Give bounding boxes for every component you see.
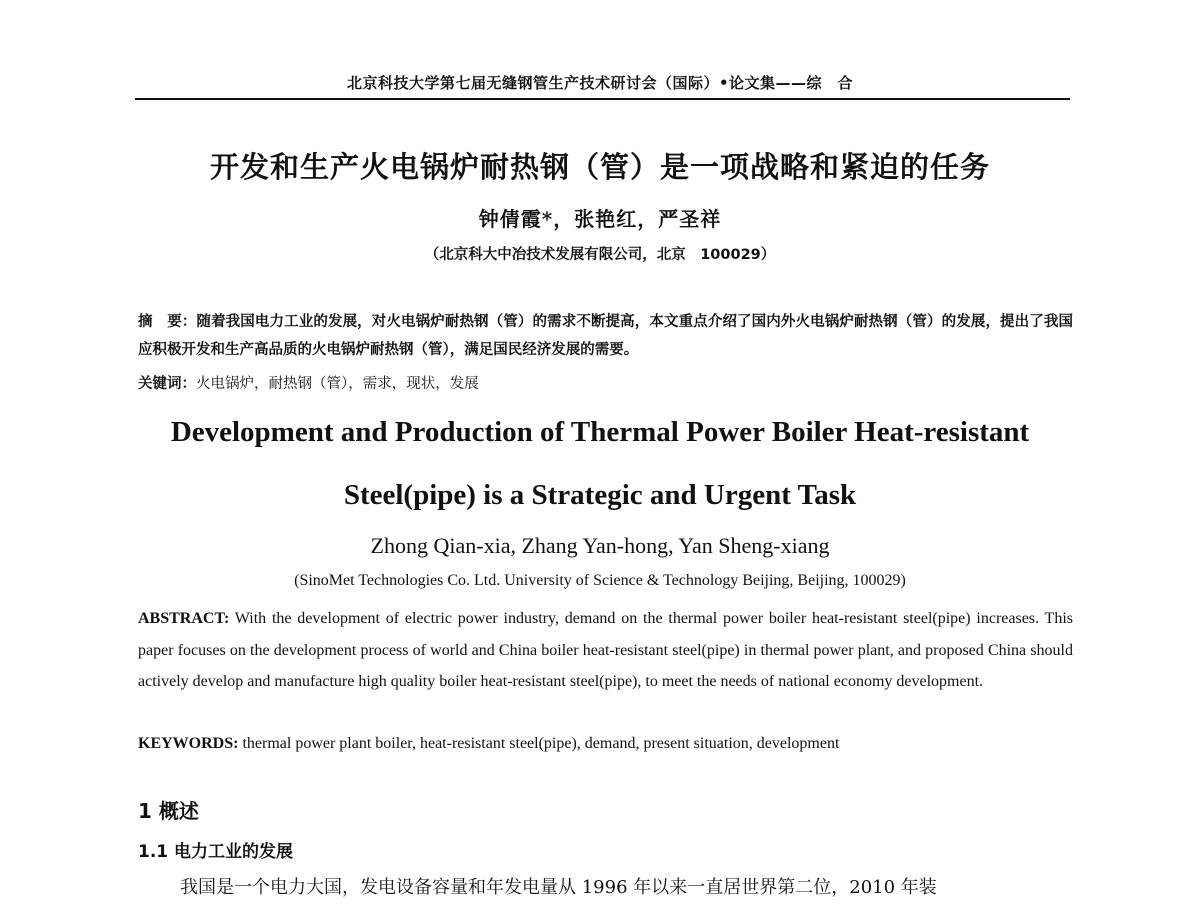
chinese-authors: 钟倩霞*，张艳红，严圣祥 [478,207,722,231]
chinese-abstract-label: 摘 要： [138,314,197,330]
body-paragraph-first-line: 我国是一个电力大国，发电设备容量和年发电量从 1996 年以来一直居世界第二位，2010 年装 [180,877,937,898]
english-title-line2: Steel(pipe) is a Strategic and Urgent Task [343,479,857,511]
english-abstract [138,603,1073,698]
chinese-keywords [138,372,479,393]
english-authors: Zhong Qian-xia, Zhang Yan-hong, Yan Sheng-xiang [370,533,830,558]
chinese-title: 开发和生产火电锅炉耐热钢（管）是一项战略和紧迫的任务 [209,150,990,184]
english-affiliation: (SinoMet Technologies Co. Ltd. University of Science & Technology Beijing, Beijing, 100029) [294,572,906,589]
chinese-affiliation: （北京科大中冶技术发展有限公司，北京 100029） [424,247,776,263]
chinese-keywords-label: 关键词： [138,376,196,392]
header-rule [135,98,1070,100]
chinese-keywords-text: 火电锅炉，耐热钢（管），需求，现状，发展 [196,376,479,392]
section-1-1-heading: 1.1 电力工业的发展 [138,842,294,862]
english-keywords-label: KEYWORDS: [138,735,239,752]
english-abstract-text: With the development of electric power industry, demand on the thermal power boiler heat-resistant steel(pipe) increases. This paper focuses on the development process of world and China boiler heat-resistant steel(pipe) in thermal power plant, and proposed China should actively develop and manufacture high quality boiler heat-resistant steel(pipe), to meet the needs of national economy development. [138,610,1073,690]
english-abstract-label: ABSTRACT: [138,610,230,627]
english-keywords [138,735,839,753]
english-keywords-text: thermal power plant boiler, heat-resistant steel(pipe), demand, present situation, development [238,735,840,752]
running-head: 北京科技大学第七届无缝钢管生产技术研讨会（国际）•论文集——综 合 [346,74,854,92]
section-1-heading: 1 概述 [138,799,199,823]
chinese-abstract [138,308,1073,364]
chinese-abstract-text: 随着我国电力工业的发展，对火电锅炉耐热钢（管）的需求不断提高，本文重点介绍了国内外火电锅炉耐热钢（管）的发展，提出了我国应积极开发和生产高品质的火电锅炉耐热钢（管），满足国民经济发展的需要。 [138,314,1074,358]
english-title-line1: Development and Production of Thermal Power Boiler Heat-resistant [170,416,1030,448]
